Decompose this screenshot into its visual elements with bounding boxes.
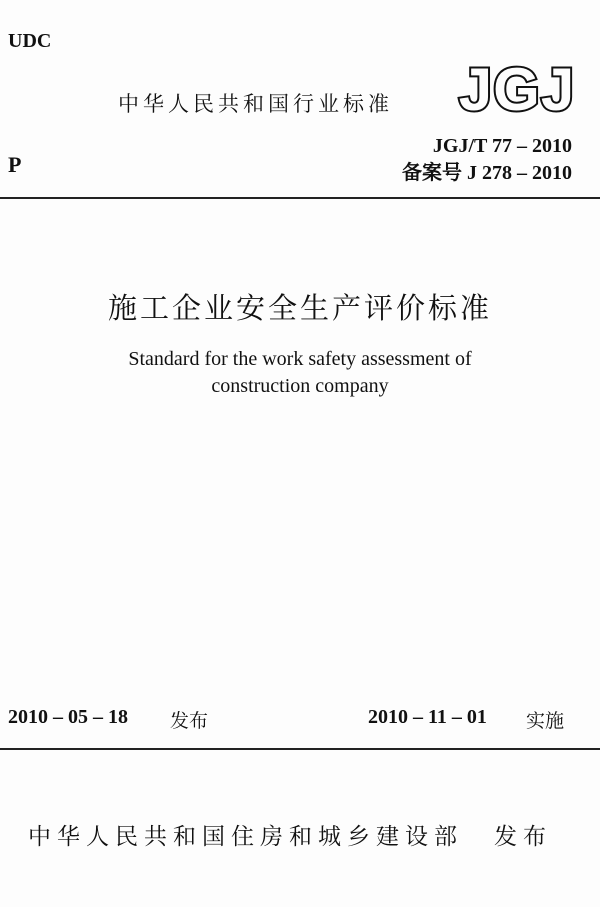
standard-number: JGJ/T 77 – 2010 — [432, 135, 572, 157]
filing-number: 备案号 J 278 – 2010 — [402, 162, 572, 184]
udc-label: UDC — [8, 30, 52, 52]
title-chinese: 施工企业安全生产评价标准 — [107, 291, 492, 325]
jgj-logo-text: JGJ — [458, 58, 576, 118]
title-english — [0, 346, 600, 400]
bottom-divider — [0, 748, 600, 750]
issue-label: 发布 — [494, 824, 552, 850]
title-english-line-2: construction company — [211, 375, 389, 397]
top-divider — [0, 197, 600, 199]
standard-series-title: 中华人民共和国行业标准 — [118, 92, 393, 116]
publish-label: 发布 — [170, 710, 209, 732]
implement-date: 2010 – 11 – 01 — [368, 706, 487, 728]
issuing-authority: 中华人民共和国住房和城乡建设部 — [28, 824, 463, 850]
implement-label: 实施 — [526, 710, 565, 732]
title-english-line-1: Standard for the work safety assessment of — [128, 348, 472, 370]
standard-code-block — [402, 133, 572, 187]
jgj-logo — [456, 58, 578, 118]
publish-date: 2010 – 05 – 18 — [8, 706, 128, 728]
classification-code: P — [8, 152, 22, 177]
